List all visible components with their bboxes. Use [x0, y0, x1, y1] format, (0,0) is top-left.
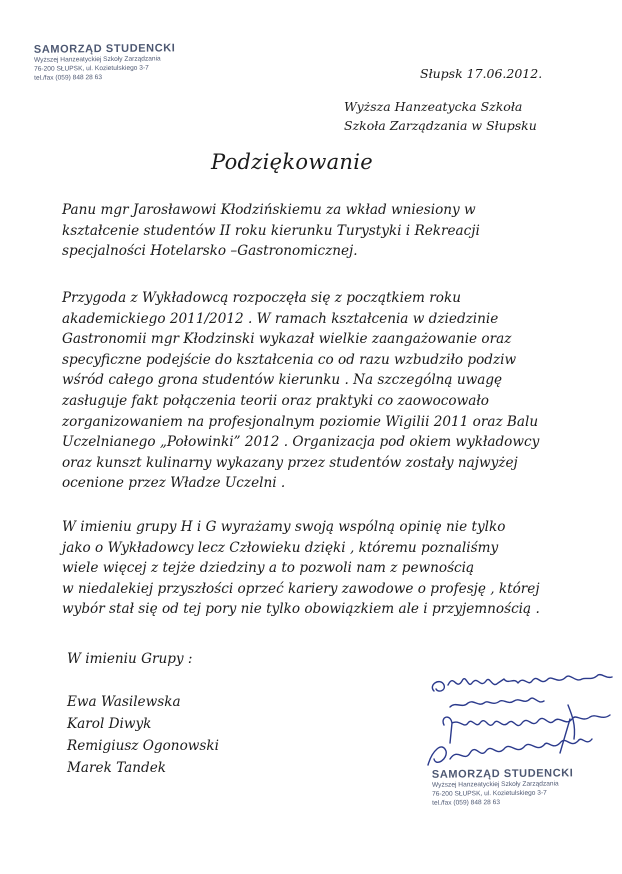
text-line: Uczelnianego „Połowinki” 2012 . Organizacja pod okiem wykładowcy — [62, 434, 540, 451]
signatory-list — [67, 691, 219, 779]
signatory-name: Marek Tandek — [67, 760, 166, 776]
text-line: zorganizowaniem na profesjonalnym poziomie Wigilii 2011 oraz Balu — [62, 413, 539, 430]
text-line: zasługuje fakt połączenia teorii oraz praktyki co zaowocowało — [62, 392, 489, 409]
text-line: wśród całego grona studentów kierunku . Na szczególną uwagę — [62, 372, 503, 389]
handwritten-signatures — [420, 655, 620, 780]
text-line: oraz kunszt kulinarny wykazany przez studentów zostały najwyżej — [62, 454, 518, 471]
stamp-line: 76-200 SŁUPSK, ul. Kozietulskiego 3-7 — [432, 789, 547, 798]
stamp-line: 76-200 SŁUPSK, ul. Kozietulskiego 3-7 — [34, 64, 149, 73]
signatory-name: Karol Diwyk — [67, 716, 152, 732]
stamp-title: SAMORZĄD STUDENCKI — [431, 767, 574, 781]
closing-line: W imieniu Grupy : — [67, 651, 193, 667]
stamp-line: tel./fax (059) 848 28 63 — [34, 74, 103, 82]
letter-date: Słupsk 17.06.2012. — [420, 66, 543, 81]
text-line: Panu mgr Jarosławowi Kłodzińskiemu za wkład wniesiony w — [62, 202, 476, 218]
text-line: wiele więcej z tejże dziedziny a to pozwoli nam z pewnością — [62, 560, 475, 577]
text-line: jako o Wykładowcy lecz Człowieku dzięki , któremu poznaliśmy — [62, 539, 499, 556]
stamp-line: tel./fax (059) 848 28 63 — [432, 799, 501, 807]
text-line: specyficzne podejście do kształcenia co od razu wzbudziło podziw — [62, 351, 517, 368]
text-line: specjalności Hotelarsko –Gastronomicznej. — [62, 243, 358, 260]
signature-stroke — [432, 675, 612, 691]
text-line: W imieniu grupy H i G wyrażamy swoją wspólną opinię nie tylko — [62, 519, 506, 535]
signature-stroke — [443, 715, 610, 743]
text-line: ocenione przez Władze Uczelni . — [62, 475, 286, 492]
signature-stroke — [560, 705, 575, 753]
recipient-line: Szkoła Zarządzania w Słupsku — [344, 118, 537, 133]
text-line: wybór stał się od tej pory nie tylko obowiązkiem ale i przyjemnością . — [62, 601, 540, 618]
text-line: Gastronomii mgr Kłodzinski wykazał wielkie zaangażowanie oraz — [62, 331, 512, 348]
signatory-name: Ewa Wasilewska — [67, 694, 181, 710]
recipient-block — [344, 97, 537, 135]
stamp-line: Wyższej Hanzeatyckiej Szkoły Zarządzania — [431, 780, 559, 789]
stamp-title: SAMORZĄD STUDENCKI — [33, 42, 176, 56]
signature-stroke — [428, 739, 592, 765]
paragraph-opinion — [62, 517, 562, 620]
stamp-line: Wyższej Hanzeatyckiej Szkoły Zarządzania — [33, 55, 161, 64]
signatory-name: Remigiusz Ogonowski — [67, 738, 219, 754]
recipient-line: Wyższa Hanzeatycka Szkoła — [344, 99, 523, 114]
letter-title: Podziękowanie — [211, 150, 374, 174]
text-line: w niedalekiej przyszłości oprzeć kariery zawodowe o profesję , której — [62, 580, 540, 597]
paragraph-story — [62, 288, 562, 494]
text-line: kształcenie studentów II roku kierunku Turystyki i Rekreacji — [62, 222, 480, 239]
text-line: akademickiego 2011/2012 . W ramach kształcenia w dziedzinie — [62, 310, 499, 327]
student-council-stamp-top — [34, 42, 184, 83]
signature-stroke — [450, 698, 544, 707]
signature-scribbles-icon — [420, 655, 620, 780]
paragraph-dedication — [62, 200, 562, 262]
text-line: Przygoda z Wykładowcą rozpoczęła się z początkiem roku — [62, 290, 461, 306]
